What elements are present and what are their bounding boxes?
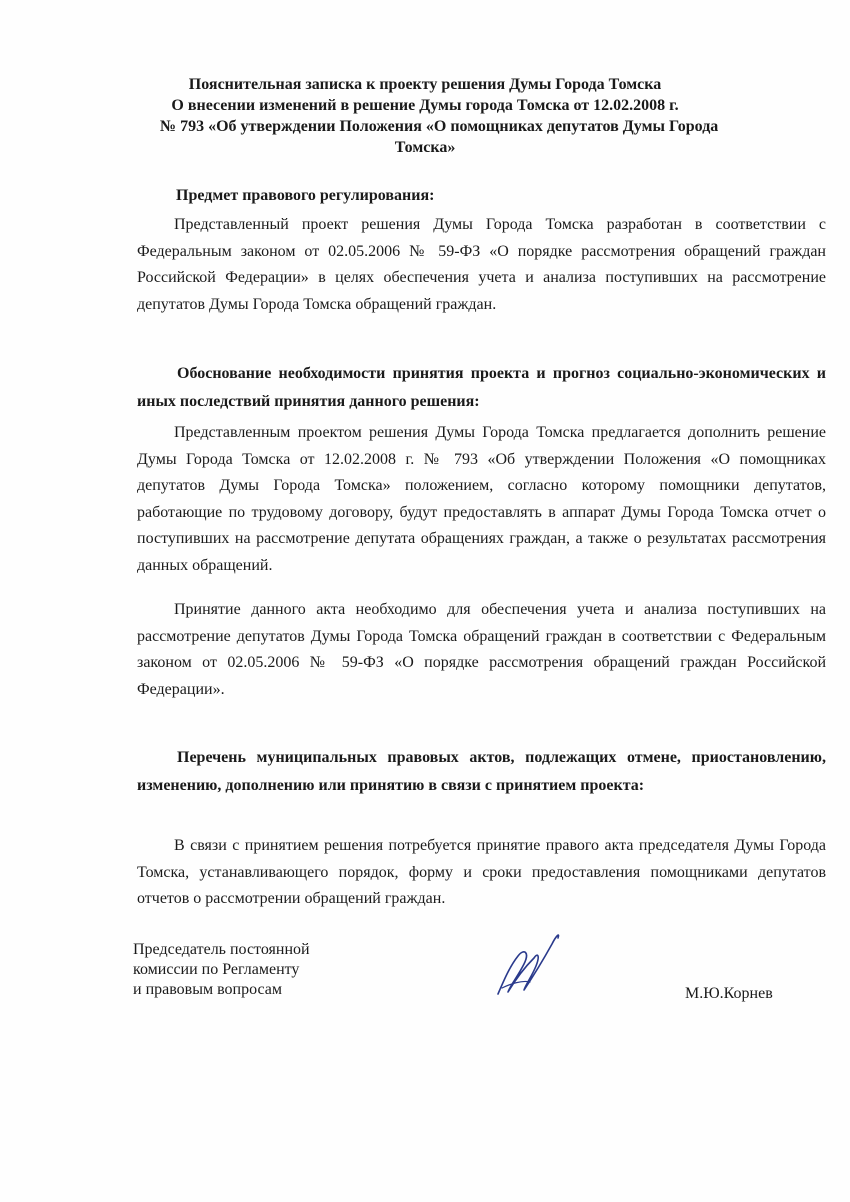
title-line-1: Пояснительная записка к проекту решения Думы Города Томска: [188, 76, 662, 93]
signatory-position-line-3: и правовым вопросам: [133, 981, 283, 998]
paragraph-justification-1: Представленным проектом решения Думы Города Томска предлагается дополнить решение Думы Города Томска от 12.02.2008 г. № 793 «Об утверждении Положения «О помощниках депутатов Думы Города Томска» положением, согласно которому помощники депутатов, работающие по трудовому договору, будут предоставлять в аппарат Думы Города Томска отчет о поступивших на рассмотрение депутата обращениях граждан, а также о результатах рассмотрения данных обращений.: [137, 424, 826, 574]
title-line-2: О внесении изменений в решение Думы города Томска от 12.02.2008 г.: [171, 97, 679, 114]
paragraph-justification-2: Принятие данного акта необходимо для обеспечения учета и анализа поступивших на рассмотрение депутатов Думы Города Томска обращений граждан в соответствии с Федеральным законом от 02.05.2006 № 59-ФЗ «О порядке рассмотрения обращений граждан Российской Федерации».: [137, 601, 826, 698]
section-heading-regulation: Предмет правового регулирования:: [176, 187, 435, 204]
title-line-4: Томска»: [394, 139, 456, 156]
section-heading-acts-list: Перечень муниципальных правовых актов, подлежащих отмене, приостановлению, изменению, дополнению или принятию в связи с принятием проекта:: [137, 749, 826, 794]
signatory-position-line-2: комиссии по Регламенту: [133, 961, 300, 978]
section-heading-justification: Обоснование необходимости принятия проекта и прогноз социально-экономических и иных последствий принятия данного решения:: [137, 365, 826, 410]
paragraph-regulation: Представленный проект решения Думы Города Томска разработан в соответствии с Федеральным законом от 02.05.2006 № 59-ФЗ «О порядке рассмотрения обращений граждан Российской Федерации» в целях обеспечения учета и анализа поступивших на рассмотрение депутатов Думы Города Томска обращений граждан.: [137, 216, 826, 313]
document-title: [160, 74, 719, 158]
paragraph-acts-list: В связи с принятием решения потребуется принятие правого акта председателя Думы Города Томска, устанавливающего порядок, форму и сроки предоставления помощниками депутатов отчетов о рассмотрении обращений граждан.: [137, 837, 826, 907]
signatory-position: [133, 940, 310, 1000]
signatory-name: М.Ю.Корнев: [685, 985, 773, 1002]
title-line-3: № 793 «Об утверждении Положения «О помощниках депутатов Думы Города: [160, 118, 719, 135]
handwritten-signature: [480, 922, 570, 1012]
signatory-position-line-1: Председатель постоянной: [133, 941, 310, 958]
